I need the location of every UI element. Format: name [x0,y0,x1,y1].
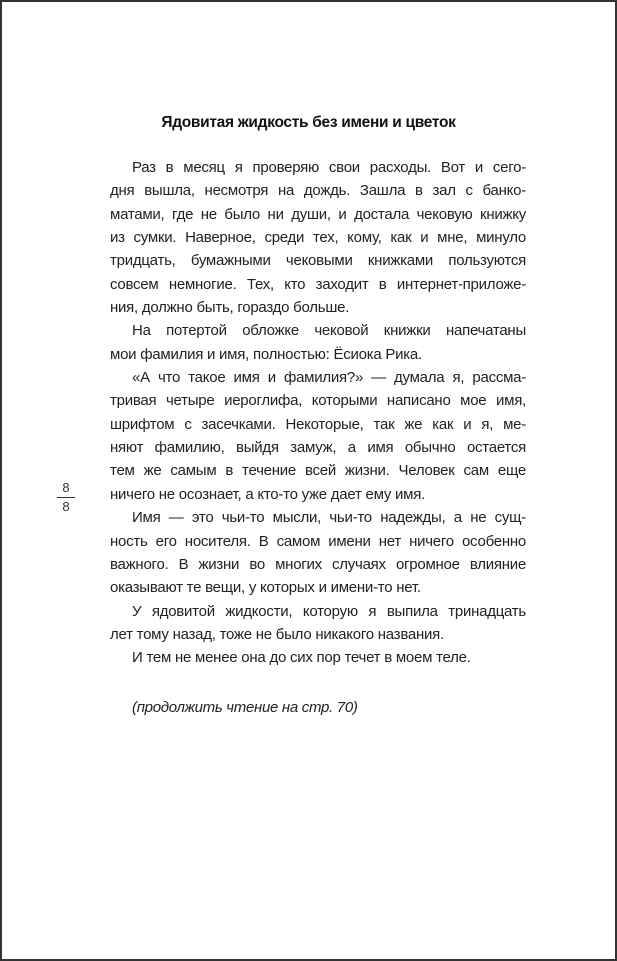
text-line: няют фамилию, выйдя замуж, а имя обычно остается [110,439,526,457]
text-line: мои фамилия и имя, полностью: Ёсиока Рика. [110,345,422,363]
text-line: дня вышла, несмотря на дождь. Зашла в зал с банко- [110,182,526,200]
text-line: На потертой обложке чековой книжки напечатаны [132,322,526,340]
text-line: тривая четыре иероглифа, которыми написано мое имя, [110,392,526,410]
page-number [56,479,76,516]
page-number-current: 8 [62,480,70,495]
continuation-note: (продолжить чтение на стр. 70) [132,699,358,716]
text-line: ность его носителя. В самом имени нет ничего особенно [110,532,526,550]
text-line: оказывают те вещи, у которых и имени-то нет. [110,579,421,597]
text-line: тридцать, бумажными чековыми книжками пользуются [110,252,526,270]
text-line: Раз в месяц я проверяю свои расходы. Вот и сего- [132,159,526,176]
text-line: совсем немногие. Тех, кто заходит в интернет-приложе- [110,275,526,293]
body-text [110,156,526,670]
text-line: Имя — это чьи-то мысли, чьи-то надежды, а не сущ- [132,509,526,527]
text-line: из сумки. Наверное, среди тех, кому, как и мне, минуло [110,229,526,247]
text-line: У ядовитой жидкости, которую я выпила тринадцать [132,602,526,620]
text-line: матами, где не было ни души, и достала чековую книжку [110,205,526,223]
page-number-total: 8 [62,499,70,514]
text-line: лет тому назад, тоже не было никакого названия. [110,625,444,643]
text-line: «А что такое имя и фамилия?» — думала я, рассма- [132,369,526,387]
chapter-title: Ядовитая жидкость без имени и цветок [161,114,456,131]
text-line: тем же самым в течение всей жизни. Человек сам еще [110,462,526,480]
text-line: шрифтом с засечками. Некоторые, так же как и я, ме- [110,415,526,433]
text-line: важного. В жизни во многих случаях огромное влияние [110,555,526,573]
text-line: ничего не осознает, а кто-то уже дает ему имя. [110,485,425,503]
text-line: И тем не менее она до сих пор течет в моем теле. [132,649,471,667]
text-line: ния, должно быть, гораздо больше. [110,299,350,317]
